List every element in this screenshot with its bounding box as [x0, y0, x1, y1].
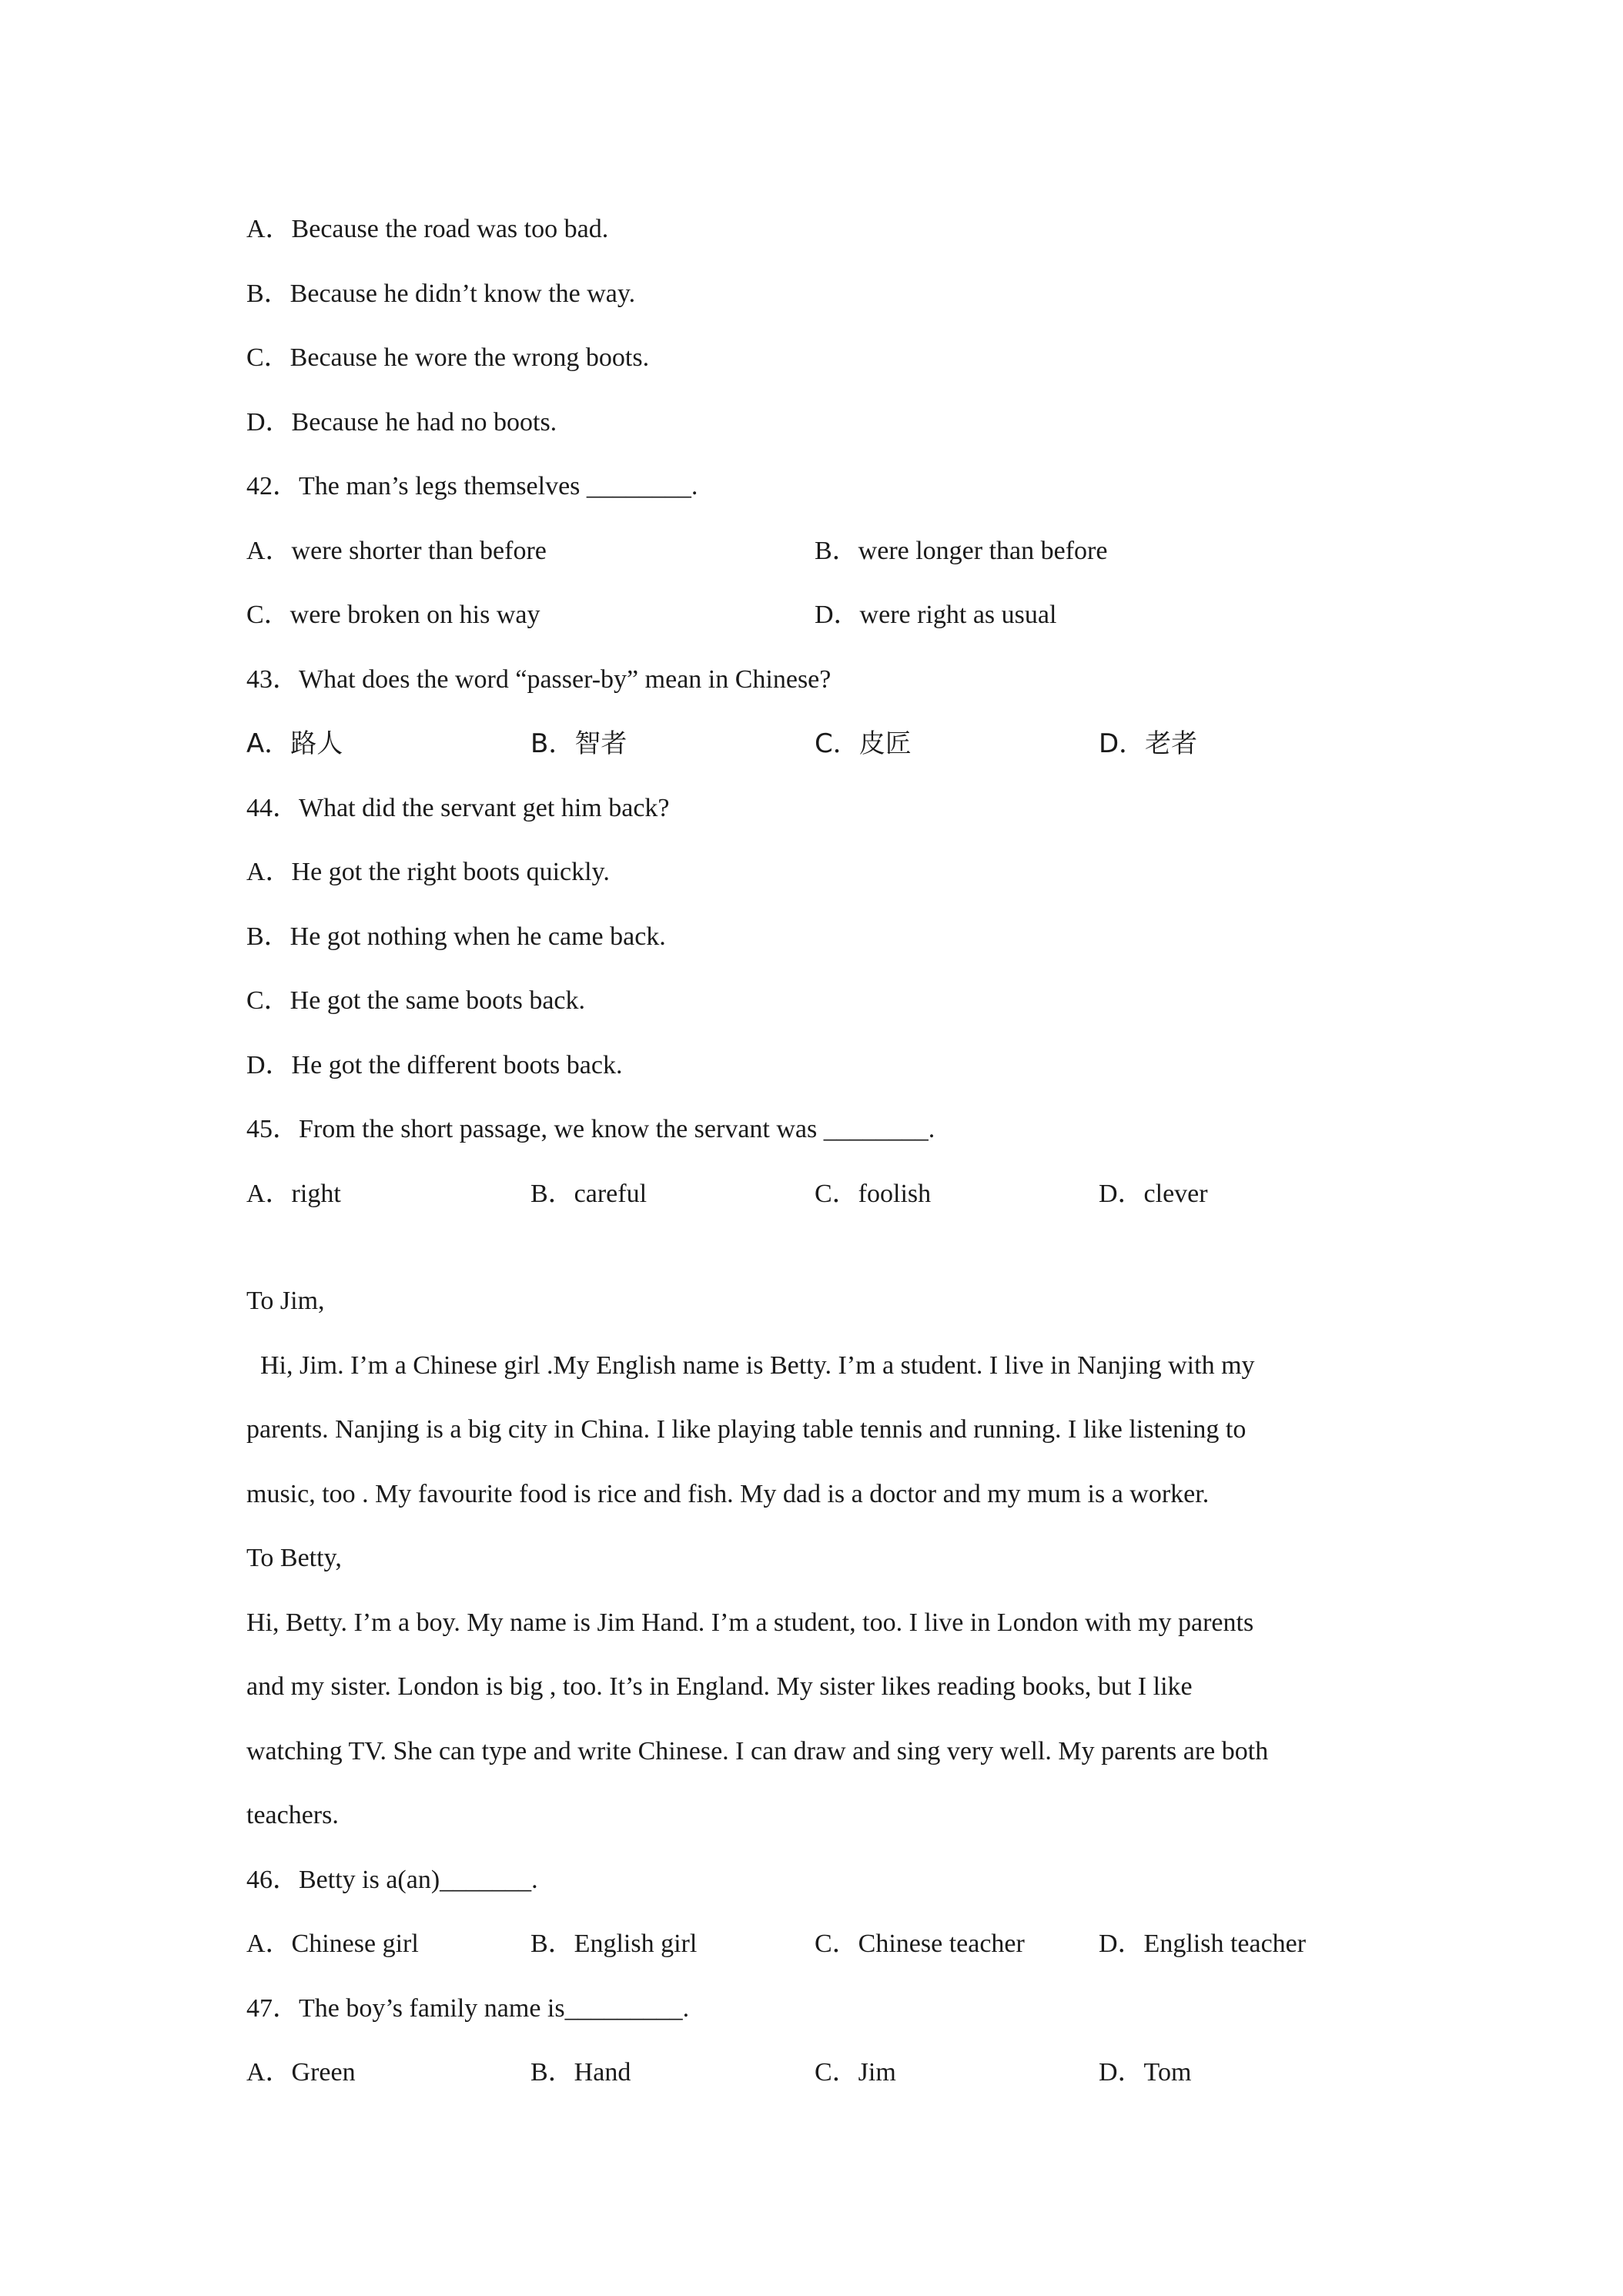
q43-option-a: A．路人 — [246, 728, 343, 759]
letter-to-jim-line-1: Hi, Jim. I’m a Chinese girl .My English name is Betty. I’m a student. I live in Nanjing with my — [260, 1350, 1255, 1380]
q47-stem: 47．The boy’s family name is_________. — [246, 1993, 690, 2023]
q47-option-b: B．Hand — [530, 2058, 631, 2087]
letter-to-jim-line-2: parents. Nanjing is a big city in China. I like playing table tennis and running. I like listening to — [246, 1415, 1247, 1444]
letter-to-betty-line-2: and my sister. London is big , too. It’s in England. My sister likes reading books, but I like — [246, 1672, 1193, 1701]
q45-option-d: D．clever — [1099, 1179, 1208, 1208]
q46-option-b: B．English girl — [530, 1930, 698, 1958]
letter-to-betty-heading: To Betty, — [246, 1544, 342, 1572]
q42-option-c: C．were broken on his way — [246, 601, 540, 629]
q43-option-d: D．老者 — [1099, 728, 1198, 759]
q47-options-row — [246, 2053, 1401, 2117]
q45-options-row — [246, 1174, 1401, 1239]
q42-option-d: D．were right as usual — [815, 601, 1057, 629]
q47-option-c: C．Jim — [815, 2058, 896, 2087]
q44-option-c: C．He got the same boots back. — [246, 986, 586, 1015]
q42-option-a: A．were shorter than before — [246, 536, 547, 565]
document-page — [246, 209, 1401, 2117]
q42-stem: 42．The man’s legs themselves ________. — [246, 472, 698, 500]
q45-option-c: C．foolish — [815, 1179, 932, 1208]
q45-option-b: B．careful — [530, 1179, 648, 1208]
q46-options-row — [246, 1924, 1401, 1989]
q47-option-d: D．Tom — [1099, 2058, 1192, 2087]
q46-stem: 46．Betty is a(an)_______. — [246, 1865, 538, 1894]
letter-to-betty-line-4: teachers. — [246, 1801, 339, 1829]
q43-stem: 43．What does the word “passer-by” mean in Chinese? — [246, 664, 832, 694]
letter-to-jim-line-3: music, too . My favourite food is rice and fish. My dad is a doctor and my mum is a worker. — [246, 1479, 1210, 1508]
q44-option-a: A．He got the right boots quickly. — [246, 858, 610, 886]
q46-option-c: C．Chinese teacher — [815, 1930, 1025, 1958]
q44-stem: 44．What did the servant get him back? — [246, 793, 670, 822]
letter-to-jim-heading: To Jim, — [246, 1287, 325, 1315]
q46-option-d: D．English teacher — [1099, 1930, 1307, 1958]
q41-option-b: B．Because he didn’t know the way. — [246, 279, 636, 308]
q42-options-row-1 — [246, 531, 1401, 596]
q46-option-a: A．Chinese girl — [246, 1930, 419, 1958]
q45-option-a: A．right — [246, 1179, 341, 1208]
letter-to-betty-line-3: watching TV. She can type and write Chinese. I can draw and sing very well. My parents are both — [246, 1736, 1269, 1766]
letter-to-betty-line-1: Hi, Betty. I’m a boy. My name is Jim Hand. I’m a student, too. I live in London with my parents — [246, 1608, 1254, 1637]
q42-options-row-2 — [246, 595, 1401, 660]
section-gap — [246, 1238, 1401, 1281]
q41-option-c: C．Because he wore the wrong boots. — [246, 343, 650, 372]
q43-option-b: B．智者 — [530, 728, 627, 759]
q43-option-c: C．皮匠 — [815, 728, 912, 759]
q47-option-a: A．Green — [246, 2058, 356, 2087]
q41-option-d: D．Because he had no boots. — [246, 407, 557, 437]
q44-option-b: B．He got nothing when he came back. — [246, 922, 666, 951]
q41-option-a: A．Because the road was too bad. — [246, 215, 609, 243]
q45-stem: 45．From the short passage, we know the servant was ________. — [246, 1115, 935, 1143]
q43-options-row — [246, 724, 1401, 788]
q44-option-d: D．He got the different boots back. — [246, 1050, 623, 1079]
q42-option-b: B．were longer than before — [815, 536, 1108, 565]
